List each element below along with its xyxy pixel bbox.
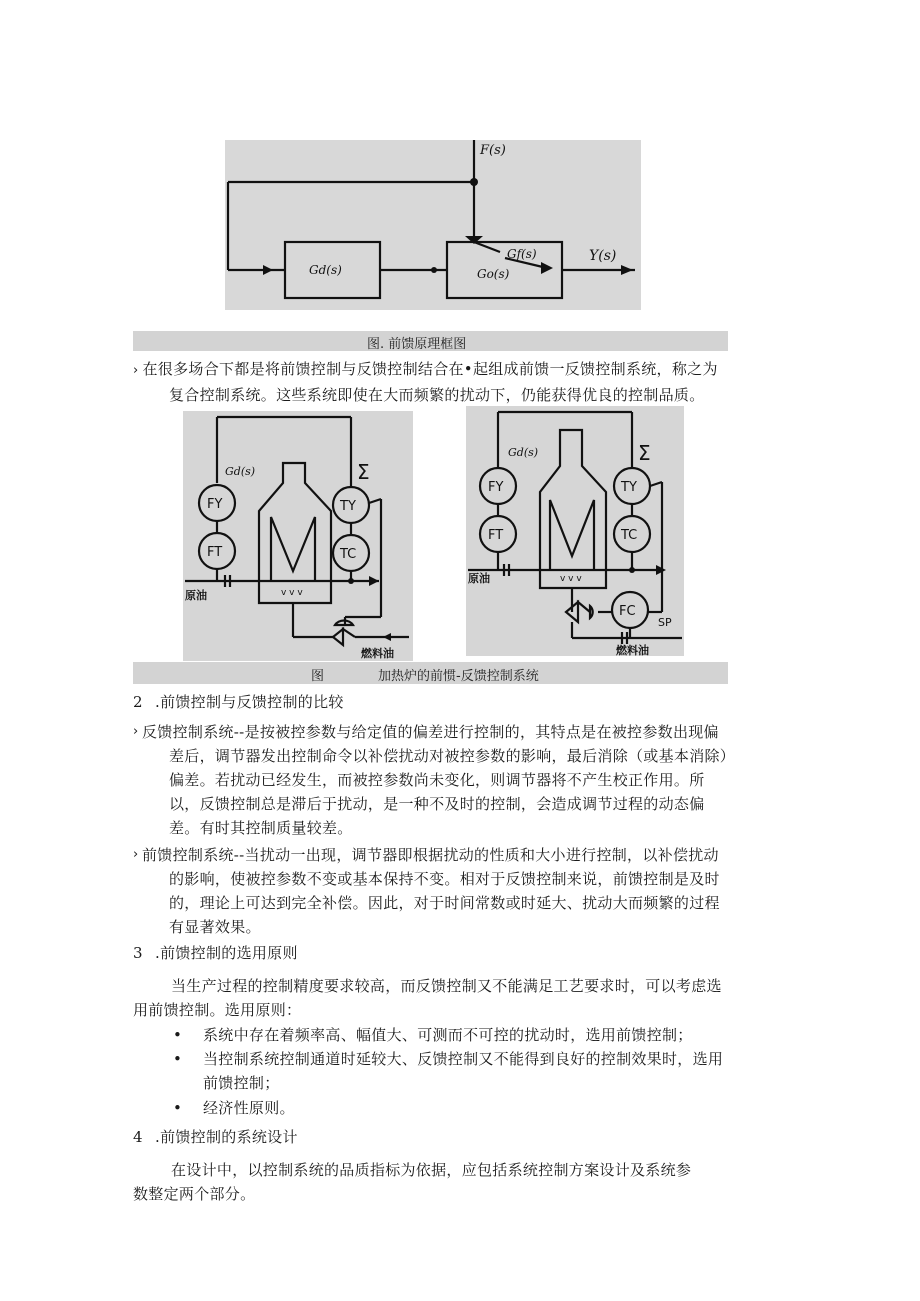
left-crude-label: 原油	[185, 589, 207, 602]
arrow-bullet-icon: ›	[133, 363, 139, 378]
section3-heading	[133, 941, 728, 965]
right-ft-label: FT	[488, 528, 504, 543]
right-tc-label: TC	[621, 528, 638, 543]
left-ft-label: FT	[207, 545, 223, 560]
section4-body-text: 在设计中，以控制系统的品质指标为依据，应包括系统控制方案设计及系统参数整定两个部分。	[133, 1161, 692, 1203]
burner-marks-left: v v v	[281, 588, 303, 598]
right-fuel-label: 燃料油	[616, 644, 649, 656]
intro-text: 在很多场合下都是将前馈控制与反馈控制结合在•起组成前馈一反馈控制系统，称之为复合控制系统。这些系统即使在大而频繁的扰动下，仍能获得优良的控制品质。	[142, 360, 718, 404]
left-gd-label: Gd(s)	[225, 465, 256, 478]
section3-intro	[133, 974, 728, 1022]
burner-marks-right: v v v	[560, 574, 582, 584]
section2-heading	[133, 690, 728, 714]
gf-label: Gf(s)	[507, 247, 537, 261]
intro-paragraph	[133, 357, 728, 407]
principle-item-1	[133, 1023, 728, 1047]
principle-item-3	[133, 1096, 728, 1120]
arrow-bullet-icon: ›	[133, 724, 139, 739]
section2-title: .前馈控制与反馈控制的比较	[155, 693, 344, 711]
principle-text-3: 经济性原则。	[203, 1099, 295, 1117]
feedback-text: 反馈控制系统--是按被控参数与给定值的偏差进行控制的，其特点是在被控参数出现偏差后，调节器发出控制命令以补偿扰动对被控参数的影响，最后消除（或基本消除）偏差。若扰动已经发生，而被控参数尚未变化，则调节器将不产生校正作用。所以，反馈控制总是滞后于扰动，是一种不及时的控制，会造成调节过程的动态偏差。有时其控制质量较差。	[142, 723, 728, 837]
furnace-diagram-right	[466, 406, 684, 656]
section3-title: .前馈控制的选用原则	[155, 944, 298, 962]
right-gd-label: Gd(s)	[508, 446, 539, 459]
section3-number: 3	[133, 944, 143, 962]
bullet-dot-icon: •	[173, 1026, 183, 1044]
gd-label: Gd(s)	[309, 263, 342, 277]
section2-number: 2	[133, 693, 143, 711]
section4-body	[133, 1158, 698, 1206]
right-crude-label: 原油	[468, 572, 490, 585]
left-ty-label: TY	[340, 499, 356, 514]
section4-heading	[133, 1125, 728, 1149]
feedforward-block-diagram	[225, 140, 641, 310]
figure2-caption-bar	[133, 662, 728, 684]
left-fuel-label: 燃料油	[361, 647, 394, 660]
principle-text-2: 当控制系统控制通道时延较大、反馈控制又不能得到良好的控制效果时，选用前馈控制；	[203, 1050, 724, 1092]
figure2-caption-text: 加热炉的前惯-反馈控制系统	[378, 669, 539, 684]
figure1-caption: 图. 前馈原理框图	[367, 337, 467, 352]
right-fy-label: FY	[488, 480, 504, 495]
principle-text-1: 系统中存在着频率高、幅值大、可测而不可控的扰动时，选用前馈控制；	[203, 1026, 693, 1044]
left-tc-label: TC	[340, 547, 357, 562]
ys-label: Y(s)	[589, 248, 617, 264]
fs-label: F(s)	[480, 143, 506, 158]
section4-number: 4	[133, 1128, 143, 1146]
arrow-bullet-icon: ›	[133, 847, 139, 862]
bullet-dot-icon: •	[173, 1050, 183, 1068]
right-sp-label: SP	[658, 616, 672, 629]
principle-item-2	[133, 1047, 728, 1095]
section4-title: .前馈控制的系统设计	[155, 1128, 298, 1146]
right-sigma-label: Σ	[638, 441, 651, 465]
feedforward-bullet	[133, 843, 728, 939]
furnace-diagram-left	[183, 411, 413, 661]
figure1-caption-bar	[133, 331, 728, 351]
section3-intro-text: 当生产过程的控制精度要求较高，而反馈控制又不能满足工艺要求时，可以考虑选用前馈控制。选用原则：	[133, 977, 722, 1019]
right-fc-label: FC	[619, 604, 636, 619]
feedback-bullet	[133, 720, 728, 840]
left-fy-label: FY	[207, 497, 223, 512]
figure2-caption-prefix: 图	[311, 669, 325, 684]
go-label: Go(s)	[477, 267, 510, 281]
feedforward-text: 前馈控制系统--当扰动一出现，调节器即根据扰动的性质和大小进行控制，以补偿扰动的影响，使被控参数不变或基本保持不变。相对于反馈控制来说，前馈控制是及时的，理论上可达到完全补偿。因此，对于时间常数或时延大、扰动大而频繁的过程有显著效果。	[142, 846, 720, 936]
bullet-dot-icon: •	[173, 1099, 183, 1117]
left-sigma-label: Σ	[357, 460, 370, 484]
right-ty-label: TY	[621, 480, 637, 495]
